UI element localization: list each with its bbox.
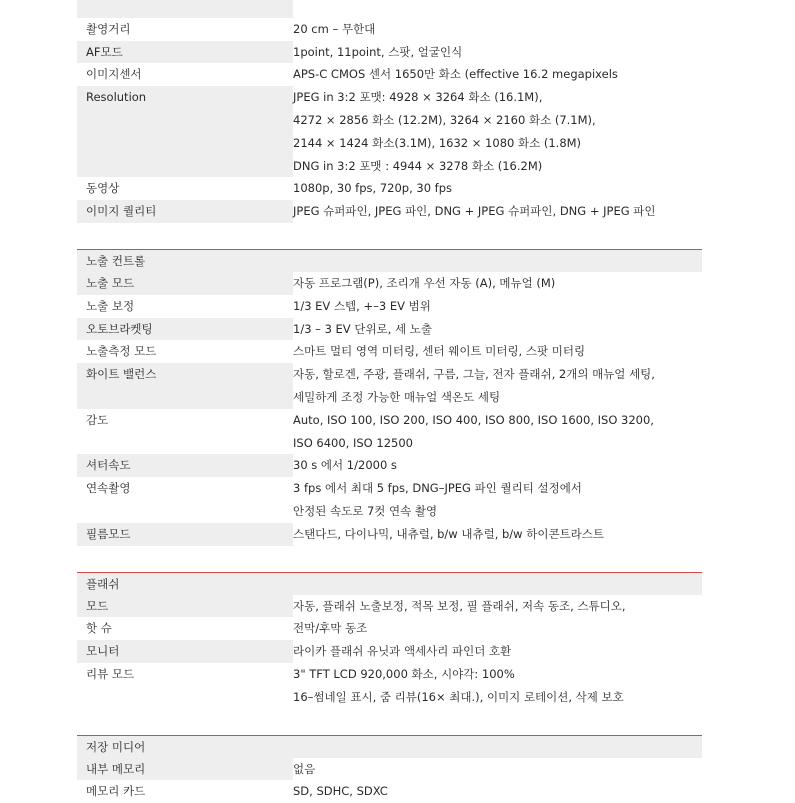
section-divider xyxy=(77,223,702,250)
spec-value-line: 스마트 멀티 영역 미터링, 센터 웨이트 미터링, 스팟 미터링 xyxy=(293,344,586,359)
spec-section xyxy=(77,709,702,803)
spec-value xyxy=(293,177,702,200)
spec-value xyxy=(293,363,702,409)
spec-value-line: 세밀하게 조정 가능한 매뉴얼 색온도 세팅 xyxy=(293,389,501,404)
spec-value-line: ISO 6400, ISO 12500 xyxy=(293,435,413,450)
spec-value xyxy=(293,86,702,177)
spec-label: 메모리 카드 xyxy=(86,784,146,799)
spec-label: 모드 xyxy=(77,595,293,618)
spec-sheet xyxy=(77,0,702,803)
spec-value xyxy=(293,295,702,318)
spec-value-line: 2144 × 1424 화소(3.1M), 1632 × 1080 화소 (1.8M) xyxy=(293,135,582,150)
spec-label: 필름모드 xyxy=(77,523,293,546)
spec-row xyxy=(77,595,702,618)
spec-row xyxy=(77,318,702,341)
spec-value-line: APS-C CMOS 센서 1650만 화소 (effective 16.2 megapixels xyxy=(293,67,618,82)
spec-label: 핫 슈 xyxy=(86,621,112,636)
spec-value-line: 안정된 속도로 7컷 연속 촬영 xyxy=(293,503,438,518)
spec-value xyxy=(293,340,702,363)
spec-section xyxy=(77,223,702,546)
spec-label: 동영상 xyxy=(86,181,120,196)
spec-row xyxy=(77,758,702,781)
spec-value-line: 1/3 – 3 EV 단위로, 세 노출 xyxy=(293,321,432,336)
spec-row xyxy=(77,200,702,223)
spec-row xyxy=(77,272,702,295)
spec-value xyxy=(293,409,702,455)
spec-row xyxy=(77,640,702,663)
spec-row xyxy=(77,41,702,64)
section-divider xyxy=(77,709,702,736)
spec-value xyxy=(293,0,702,18)
spec-row xyxy=(77,0,702,18)
spec-label: Resolution xyxy=(77,86,293,177)
spec-value-line: 3 fps 에서 최대 5 fps, DNG–JPEG 파인 퀄리티 설정에서 xyxy=(293,481,582,496)
spec-label: 노출 보정 xyxy=(86,298,135,313)
spec-label: 노출측정 모드 xyxy=(86,344,157,359)
spec-section xyxy=(77,0,702,223)
spec-row xyxy=(77,663,702,709)
spec-label: 노출 모드 xyxy=(77,272,293,295)
section-title: 저장 미디어 xyxy=(77,736,702,758)
spec-value xyxy=(293,454,702,477)
spec-label: 오토브라켓팅 xyxy=(77,318,293,341)
spec-value xyxy=(293,318,702,341)
spec-label: 내부 메모리 xyxy=(77,758,293,781)
spec-value-line: 라이카 플래쉬 유닛과 액세사리 파인더 호환 xyxy=(293,644,512,659)
spec-label xyxy=(77,0,293,18)
spec-label: 이미지 퀄리티 xyxy=(77,200,293,223)
spec-row xyxy=(77,477,702,523)
spec-label: 화이트 밸런스 xyxy=(77,363,293,409)
spec-value-line: 1080p, 30 fps, 720p, 30 fps xyxy=(293,181,453,196)
spec-value-line xyxy=(293,0,702,18)
section-divider xyxy=(77,546,702,573)
spec-value xyxy=(293,63,702,86)
spec-row xyxy=(77,363,702,409)
spec-label: 셔터속도 xyxy=(77,454,293,477)
spec-row xyxy=(77,177,702,200)
spec-value-line: 20 cm – 무한대 xyxy=(293,21,376,36)
spec-label: 이미지센서 xyxy=(86,67,142,82)
spec-value xyxy=(293,617,702,640)
spec-row xyxy=(77,409,702,455)
spec-value xyxy=(293,663,702,709)
spec-value-line: 3" TFT LCD 920,000 화소, 시야각: 100% xyxy=(293,666,515,681)
spec-value-line: SD, SDHC, SDXC xyxy=(293,784,388,799)
spec-row xyxy=(77,454,702,477)
spec-row xyxy=(77,86,702,177)
spec-value xyxy=(293,523,702,546)
spec-value xyxy=(293,640,702,663)
spec-label: 감도 xyxy=(86,412,109,427)
spec-row xyxy=(77,63,702,86)
spec-row xyxy=(77,780,702,803)
spec-value-line: 16–썸네일 표시, 줌 리뷰(16× 최대.), 이미지 로테이션, 삭제 보호 xyxy=(293,689,624,704)
spec-value xyxy=(293,595,702,618)
section-title: 플래쉬 xyxy=(77,573,702,595)
spec-value-line: 4272 × 2856 화소 (12.2M), 3264 × 2160 화소 (7.1M), xyxy=(293,112,596,127)
spec-value xyxy=(293,200,702,223)
spec-value-line: DNG in 3:2 포맷 : 4944 × 3278 화소 (16.2M) xyxy=(293,158,543,173)
section-title: 노출 컨트롤 xyxy=(77,250,702,272)
spec-value xyxy=(293,758,702,781)
spec-value-line: 스탠다드, 다이나믹, 내츄럴, b/w 내츄럴, b/w 하이콘트라스트 xyxy=(293,526,605,541)
spec-value-line: JPEG in 3:2 포맷: 4928 × 3264 화소 (16.1M), xyxy=(293,90,543,105)
spec-value-line: 전막/후막 동조 xyxy=(293,621,368,636)
spec-value-line: 30 s 에서 1/2000 s xyxy=(293,458,397,473)
spec-label: 리뷰 모드 xyxy=(86,666,135,681)
spec-value-line: 1point, 11point, 스팟, 얼굴인식 xyxy=(293,44,463,59)
spec-label: 촬영거리 xyxy=(86,21,131,36)
spec-value-line: 자동, 플래쉬 노출보정, 적목 보정, 필 플래쉬, 저속 동조, 스튜디오, xyxy=(293,598,626,613)
spec-value-line: Auto, ISO 100, ISO 200, ISO 400, ISO 800, ISO 1600, ISO 3200, xyxy=(293,412,654,427)
spec-value xyxy=(293,780,702,803)
spec-value xyxy=(293,41,702,64)
spec-label: 연속촬영 xyxy=(86,481,131,496)
spec-value xyxy=(293,272,702,295)
spec-row xyxy=(77,295,702,318)
spec-label: 모니터 xyxy=(77,640,293,663)
spec-row xyxy=(77,617,702,640)
spec-value xyxy=(293,18,702,41)
spec-value-line: 자동, 할로겐, 주광, 플래쉬, 구름, 그늘, 전자 플래쉬, 2개의 매뉴얼 세팅, xyxy=(293,367,655,382)
spec-value-line: 자동 프로그램(P), 조리개 우선 자동 (A), 메뉴얼 (M) xyxy=(293,275,556,290)
spec-value-line: 1/3 EV 스텝, +–3 EV 범위 xyxy=(293,298,431,313)
spec-value-line: 없음 xyxy=(293,761,316,776)
spec-value xyxy=(293,477,702,523)
spec-label: AF모드 xyxy=(77,41,293,64)
spec-row xyxy=(77,18,702,41)
spec-value-line: JPEG 슈퍼파인, JPEG 파인, DNG + JPEG 슈퍼파인, DNG + JPEG 파인 xyxy=(293,204,656,219)
spec-row xyxy=(77,523,702,546)
spec-section xyxy=(77,546,702,709)
spec-row xyxy=(77,340,702,363)
